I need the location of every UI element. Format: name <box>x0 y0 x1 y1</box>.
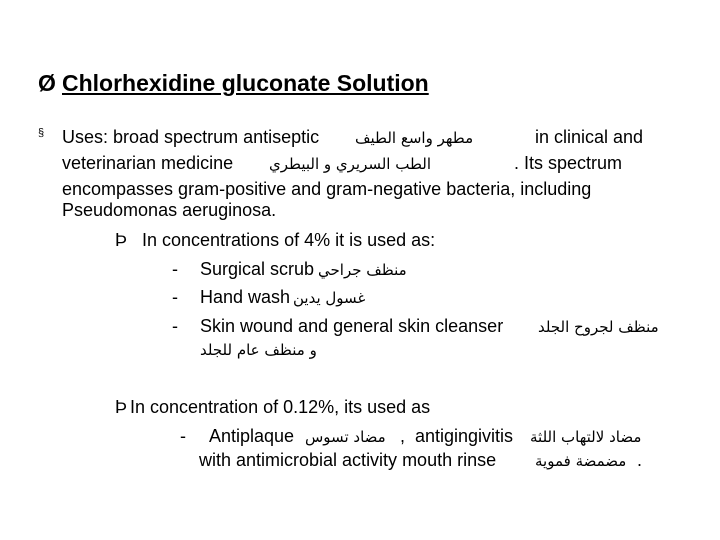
skin-wound-ar: منظف لجروح الجلد <box>538 318 659 336</box>
line4: Pseudomonas aeruginosa. <box>62 200 277 220</box>
arrow-bullet-icon: Ø <box>38 70 56 96</box>
comma-separator: , <box>400 426 406 446</box>
mouth-rinse: with antimicrobial activity mouth rinse <box>199 450 497 470</box>
line2-start: veterinarian medicine <box>62 153 234 173</box>
end-period: . <box>637 450 643 470</box>
implies-icon-2: Þ <box>115 397 128 417</box>
slide-title <box>38 70 429 97</box>
antiplaque-ar: مضاد تسوس <box>305 428 386 446</box>
surgical-scrub: Surgical scrub <box>200 259 315 279</box>
uses-label: Uses: broad spectrum antiseptic <box>62 127 320 147</box>
hand-wash-ar: غسول يدين <box>293 289 366 307</box>
uses-arabic: مطهر واسع الطيف <box>355 129 474 147</box>
mouth-rinse-ar: مضمضة فموية <box>535 452 627 470</box>
skin-wound: Skin wound and general skin cleanser <box>200 316 504 336</box>
line3: encompasses gram-positive and gram-negative bacteria, including <box>62 179 592 199</box>
concentration-012: In concentration of 0.12%, its used as <box>130 397 431 417</box>
antigingivitis-ar: مضاد لالتهاب اللثة <box>530 428 642 446</box>
dash-2: - <box>172 287 178 307</box>
title-text: Chlorhexidine gluconate Solution <box>62 70 429 96</box>
implies-icon-1: Þ <box>115 230 128 250</box>
antigingivitis: antigingivitis <box>415 426 514 446</box>
antiplaque: Antiplaque <box>209 426 295 446</box>
dash-3: - <box>172 316 178 336</box>
skin-general-ar: و منظف عام للجلد <box>200 341 317 359</box>
line2-end: . Its spectrum <box>514 153 623 173</box>
hand-wash: Hand wash <box>200 287 291 307</box>
surgical-scrub-ar: منظف جراحي <box>318 261 407 279</box>
dash-4: - <box>180 426 186 446</box>
dash-1: - <box>172 259 178 279</box>
uses-tail: in clinical and <box>535 127 644 147</box>
line2-arabic: الطب السريري و البيطري <box>269 155 432 173</box>
square-bullet-icon: § <box>38 127 45 139</box>
concentration-4: In concentrations of 4% it is used as: <box>142 230 436 250</box>
